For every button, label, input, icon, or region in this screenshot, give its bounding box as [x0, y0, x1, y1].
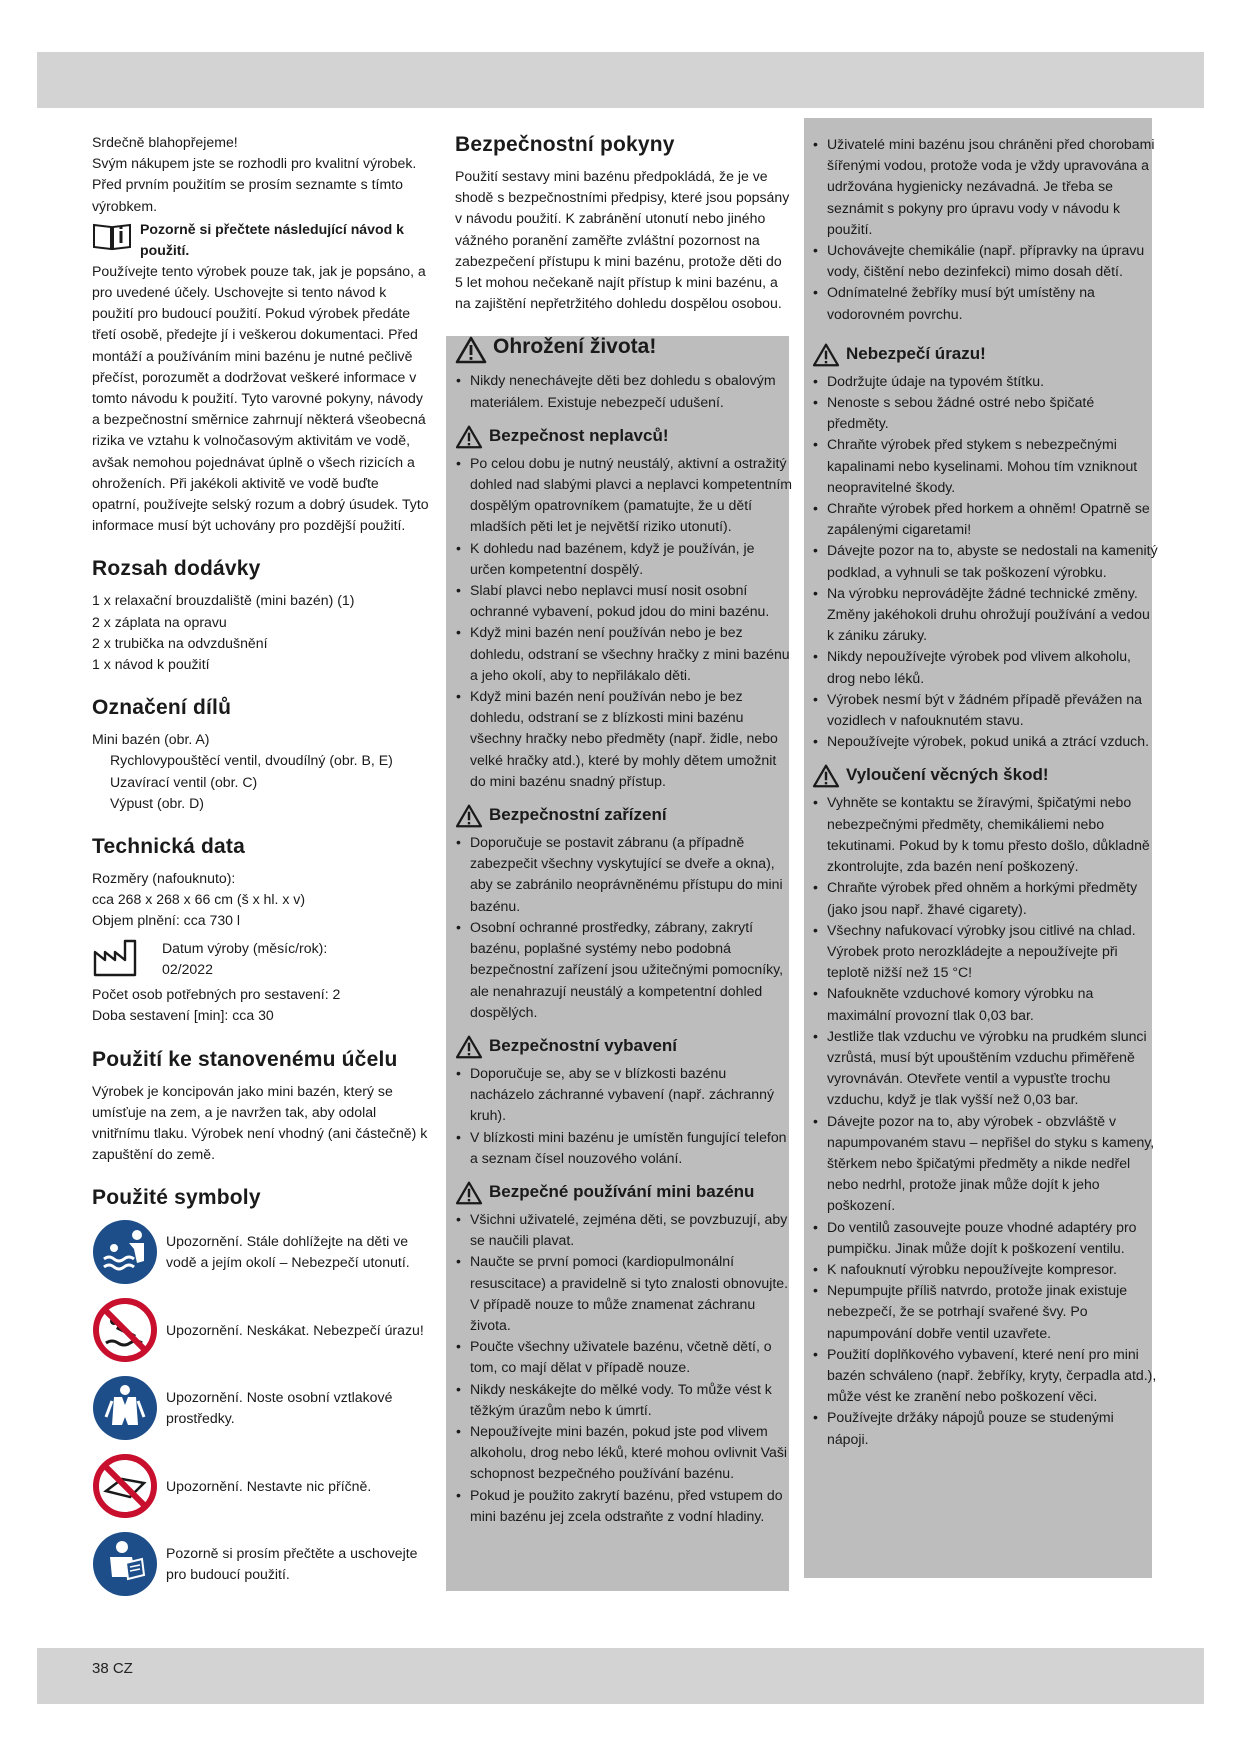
- list-item: • K dohledu nad bazénem, když je používán, je určen kompetentní dospělý.: [455, 538, 793, 580]
- symbol-row: [92, 1297, 430, 1363]
- warning-icon: [455, 1035, 483, 1059]
- manual-notice-text: Pozorně si přečtete následující návod k použití.: [140, 220, 404, 258]
- list-item: • Uchovávejte chemikálie (např. přípravky na úpravu vody, čištění nebo dezinfekci) mimo dosah dětí.: [812, 240, 1158, 282]
- list-item: • Do ventilů zasouvejte pouze vhodné adaptéry pro pumpičku. Jinak může dojít k poškození ventilu.: [812, 1217, 1158, 1259]
- date-value: 02/2022: [162, 960, 213, 977]
- no-diving-icon: [92, 1297, 158, 1363]
- delivery-title: Rozsah dodávky: [92, 557, 261, 581]
- delivery-item: 2 x záplata na opravu: [92, 613, 227, 630]
- list-item: • Pokud je použito zakrytí bazénu, před vstupem do mini bazénu jej zcela odstraňte z vodní hladiny.: [455, 1485, 793, 1527]
- list-item: • Po celou dobu je nutný neustálý, aktivní a ostražitý dohled nad slabými plavci a neplavci kompetentním dospělým opatrovníkem (pamatujte, že u dětí mladších pěti let je největší riziko utonutí).: [455, 453, 793, 538]
- property-damage-title: [812, 764, 1158, 788]
- warning-icon: [455, 336, 487, 364]
- list-item: • Chraňte výrobek před horkem a ohněm! Opatrně se zapálenými cigaretami!: [812, 498, 1158, 540]
- life-danger-label: Ohrožení života!: [493, 335, 657, 359]
- warning-icon: [812, 343, 840, 367]
- list-item: • Odnímatelné žebříky musí být umístěny na vodorovném povrchu.: [812, 282, 1158, 324]
- parts-sub: Rychlovypouštěcí ventil, dvoudílný (obr. B, E): [110, 752, 393, 769]
- greeting: Srdečně blahopřejeme!: [92, 134, 238, 150]
- list-item: • Chraňte výrobek před stykem s nebezpečnými kapalinami nebo kyselinami. Mohou tím vzniknout neopravitelné škody.: [812, 434, 1158, 498]
- purpose-text: Výrobek je koncipován jako mini bazén, který se umísťuje na zem, a je navržen tak, aby odolal vnitřnímu tlaku. Výrobek není vhodný (ani částečně) k zapuštění do země.: [92, 1082, 428, 1163]
- warning-icon: [455, 1181, 483, 1205]
- manual-book-icon: [92, 221, 132, 251]
- list-item: • Naučte se první pomoci (kardiopulmonální resuscitace) a pravidelně si tyto znalosti obnovujte. V případě nouze to může znamenat záchranu života.: [455, 1251, 793, 1336]
- column-left: [92, 132, 430, 1609]
- safety-equipment-title: [455, 1035, 793, 1059]
- tech-line: Objem plnění: cca 730 l: [92, 912, 241, 929]
- safe-use-title: [455, 1181, 793, 1205]
- usage-text: Používejte tento výrobek pouze tak, jak je popsáno, a pro uvedené účely. Uschovejte si tento návod k použití pro budoucí použití. Pokud výrobek předáte třetí osobě, předejte jí i veškerou dokumentaci. Před montáží a používáním mini bazénu je nutné pečlivě přečíst, porozumět a dodržovat veškeré informace v tomto návodu k použití. Tyto varovné pokyny, návody a bezpečnostní směrnice zahrnují některá všeobecná rizika ve vztahu k volnočasovým aktivitám ve vodě, avšak nemohou pojednávat úplně o všech rizicích a ohroženích. Při jakékoli aktivitě ve vodě buďte opatrní, používejte selský rozum a dobrý úsudek. Tyto informace musí být uchovány pro pozdější použití.: [92, 262, 429, 534]
- delivery-item: 2 x trubička na odvzdušnění: [92, 634, 268, 651]
- list-item: • Osobní ochranné prostředky, zábrany, zakrytí bazénu, poplašné systémy nebo podobná bezpečnostní zařízení jsou užitečnými pomocníky, ale nenahrazují neustálý a kompetentní dohled dospělých.: [455, 917, 793, 1023]
- no-crosswise-icon: [92, 1453, 158, 1519]
- nonswimmers-label: Bezpečnost neplavců!: [489, 425, 669, 445]
- list-item: • Když mini bazén není používán nebo je bez dohledu, odstraní se z blízkosti mini bazénu všechny hračky nebo předměty (např. židle, nebo velké hračky atd.), které by mohly dětem umožnit do mini bazénu snadný přístup.: [455, 686, 793, 792]
- intro-text: Svým nákupem jste se rozhodli pro kvalitní výrobek. Před prvním použitím se prosím seznamte s tímto výrobkem.: [92, 155, 417, 214]
- property-damage-label: Vyloučení věcných škod!: [846, 765, 1049, 785]
- list-item: • Nafoukněte vzduchové komory výrobku na maximální provozní tlak 0,03 bar.: [812, 983, 1158, 1025]
- list-item: • Výrobek nesmí být v žádném případě převážen na vozidlech v nafouknutém stavu.: [812, 689, 1158, 731]
- list-item: • Když mini bazén není používán nebo je bez dohledu, odstraní se všechny hračky z mini bazénu a jeho okolí, aby to nepřilákalo děti.: [455, 622, 793, 686]
- list-item: • Uživatelé mini bazénu jsou chráněni před chorobami šířenými vodou, protože voda je vždy upravována a udržována hygienicky nezávadná. Je třeba se seznámit s pokyny pro úpravu vody v návodu k použití.: [812, 134, 1158, 240]
- delivery-item: 1 x návod k použití: [92, 656, 210, 673]
- tech-line: Doba sestavení [min]: cca 30: [92, 1007, 274, 1024]
- parts-title: Označení dílů: [92, 696, 232, 720]
- safety-text: Použití sestavy mini bazénu předpokládá, že je ve shodě s bezpečnostními předpisy, které jsou popsány v návodu použití. K zabránění utonutí nebo jiného vážného poranění zaměřte zvláštní pozornost na zabezpečení přístupu k mini bazénu, protože děti do 5 let mohou nečekaně najít přístup k mini bazénu, a na zajištění nepřetržitého dohledu dospělou osobou.: [455, 168, 790, 312]
- injury-label: Nebezpečí úrazu!: [846, 343, 986, 363]
- list-item: • Nikdy neskákejte do mělké vody. To může vést k těžkým úrazům nebo k úmrtí.: [455, 1379, 793, 1421]
- tech-line: cca 268 x 268 x 66 cm (š x hl. x v): [92, 891, 306, 908]
- life-danger-title: [455, 336, 793, 364]
- parts-main: Mini bazén (obr. A): [92, 731, 210, 748]
- safety-device-label: Bezpečnostní zařízení: [489, 805, 667, 825]
- tech-line: Počet osob potřebných pro sestavení: 2: [92, 986, 341, 1003]
- list-item: • Nepoužívejte výrobek, pokud uniká a ztrácí vzduch.: [812, 731, 1158, 752]
- injury-title: [812, 343, 1158, 367]
- list-item: • Nikdy nepoužívejte výrobek pod vlivem alkoholu, drog nebo léků.: [812, 646, 1158, 688]
- read-manual-icon: [92, 1531, 158, 1597]
- manufacture-date: [92, 938, 430, 980]
- tech-line: Rozměry (nafouknuto):: [92, 870, 236, 887]
- purpose-title: Použití ke stanovenému účelu: [92, 1047, 398, 1071]
- list-item: • Dávejte pozor na to, abyste se nedostali na kamenitý podklad, a vyhnuli se tak poškození výrobku.: [812, 540, 1158, 582]
- parts-sub: Uzavírací ventil (obr. C): [110, 773, 258, 790]
- life-vest-icon: [92, 1375, 158, 1441]
- list-item: • Použití doplňkového vybavení, které není pro mini bazén schváleno (např. žebříky, kryty, čerpadla atd.), může vést ke zranění nebo poškození věci.: [812, 1344, 1158, 1408]
- warning-icon: [455, 804, 483, 828]
- parts-sub: Výpust (obr. D): [110, 794, 204, 811]
- page-number: 38 CZ: [92, 1660, 133, 1677]
- warning-icon: [812, 764, 840, 788]
- list-item: • Všichni uživatelé, zejména děti, se povzbuzují, aby se naučili plavat.: [455, 1209, 793, 1251]
- list-item: • Nenoste s sebou žádné ostré nebo špičaté předměty.: [812, 392, 1158, 434]
- safety-title: Bezpečnostní pokyny: [455, 133, 675, 156]
- list-item: • Nikdy nenechávejte děti bez dohledu s obalovým materiálem. Existuje nebezpečí udušení.: [455, 370, 793, 412]
- list-item: • Všechny nafukovací výrobky jsou citlivé na chlad. Výrobek proto nerozkládejte a nepoužívejte při teplotě nižší než 15 °C!: [812, 920, 1158, 984]
- manual-notice: [92, 219, 430, 261]
- supervise-children-icon: [92, 1219, 158, 1285]
- safety-equipment-label: Bezpečnostní vybavení: [489, 1035, 678, 1055]
- list-item: • Jestliže tlak vzduchu ve výrobku na prudkém slunci vzrůstá, musí být upouštěním vzduchu přiměřeně vyrovnáván. Otevřete ventil a vypusťte trochu vzduchu, když je tlak vyšší než 0,03 bar.: [812, 1026, 1158, 1111]
- warning-icon: [455, 425, 483, 449]
- list-item: • Používejte držáky nápojů pouze se studenými nápoji.: [812, 1407, 1158, 1449]
- list-item: • K nafouknutí výrobku nepoužívejte kompresor.: [812, 1259, 1158, 1280]
- list-item: • Doporučuje se postavit zábranu (a případně zabezpečit všechny vyskytující se dveře a okna), aby se zabránilo neoprávněnému přístupu do mini bazénu.: [455, 832, 793, 917]
- symbol-row: [92, 1531, 430, 1597]
- symbol-row: [92, 1375, 430, 1441]
- symbol-text: Pozorně si prosím přečtěte a uschovejte pro budoucí použití.: [166, 1545, 418, 1583]
- safety-device-title: [455, 804, 793, 828]
- list-item: • Poučte všechny uživatele bazénu, včetně dětí, o tom, co mají dělat v případě nouze.: [455, 1336, 793, 1378]
- list-item: • V blízkosti mini bazénu je umístěn fungující telefon a seznam čísel nouzového volání.: [455, 1127, 793, 1169]
- symbol-text: Upozornění. Noste osobní vztlakové prostředky.: [166, 1389, 393, 1427]
- list-item: • Nepumpujte příliš natvrdo, protože jinak existuje nebezpečí, že se potrhají svařené švy. Po napumpování dobře ventil uzavřete.: [812, 1280, 1158, 1344]
- list-item: • Slabí plavci nebo neplavci musí nosit osobní ochranné vybavení, pokud jdou do mini bazénu.: [455, 580, 793, 622]
- list-item: • Dávejte pozor na to, aby výrobek - obzvláště v napumpovaném stavu – nepřišel do styku s kameny, štěrkem nebo špičatými předměty a nikde nedřel nebo nedrhl, protože jinak může dojít k jeho poškození.: [812, 1111, 1158, 1217]
- footer-band: [37, 1648, 1204, 1704]
- symbol-row: [92, 1453, 430, 1519]
- symbol-text: Upozornění. Nestavte nic příčně.: [166, 1477, 372, 1494]
- symbol-row: [92, 1219, 430, 1285]
- nonswimmers-title: [455, 425, 793, 449]
- list-item: • Vyhněte se kontaktu se žíravými, špičatými nebo nebezpečnými předměty, chemikáliemi nebo tekutinami. Pokud by k tomu přesto došlo, důkladně zkontrolujte, zda bazén není poškozený.: [812, 792, 1158, 877]
- symbol-text: Upozornění. Stále dohlížejte na děti ve vodě a jejím okolí – Nebezpečí utonutí.: [166, 1233, 410, 1271]
- symbol-text: Upozornění. Neskákat. Nebezpečí úrazu!: [166, 1321, 424, 1338]
- symbols-title: Použité symboly: [92, 1186, 261, 1210]
- safe-use-label: Bezpečné používání mini bazénu: [489, 1181, 755, 1201]
- list-item: • Doporučuje se, aby se v blízkosti bazénu nacházelo záchranné vybavení (např. záchranný kruh).: [455, 1063, 793, 1127]
- date-label: Datum výroby (měsíc/rok):: [162, 939, 328, 956]
- delivery-item: 1 x relaxační brouzdaliště (mini bazén) (1): [92, 592, 355, 609]
- list-item: • Chraňte výrobek před ohněm a horkými předměty (jako jsou např. žhavé cigarety).: [812, 877, 1158, 919]
- tech-title: Technická data: [92, 835, 245, 859]
- factory-icon: [92, 938, 144, 978]
- column-right: [812, 134, 1158, 1450]
- header-band: [37, 52, 1204, 108]
- column-middle: [455, 132, 793, 1527]
- list-item: • Nepoužívejte mini bazén, pokud jste pod vlivem alkoholu, drog nebo léků, které mohou ovlivnit Vaši schopnost bezpečného používání bazénu.: [455, 1421, 793, 1485]
- list-item: • Dodržujte údaje na typovém štítku.: [812, 371, 1158, 392]
- list-item: • Na výrobku neprovádějte žádné technické změny. Změny jakéhokoli druhu ohrožují používání a vedou k zániku záruky.: [812, 583, 1158, 647]
